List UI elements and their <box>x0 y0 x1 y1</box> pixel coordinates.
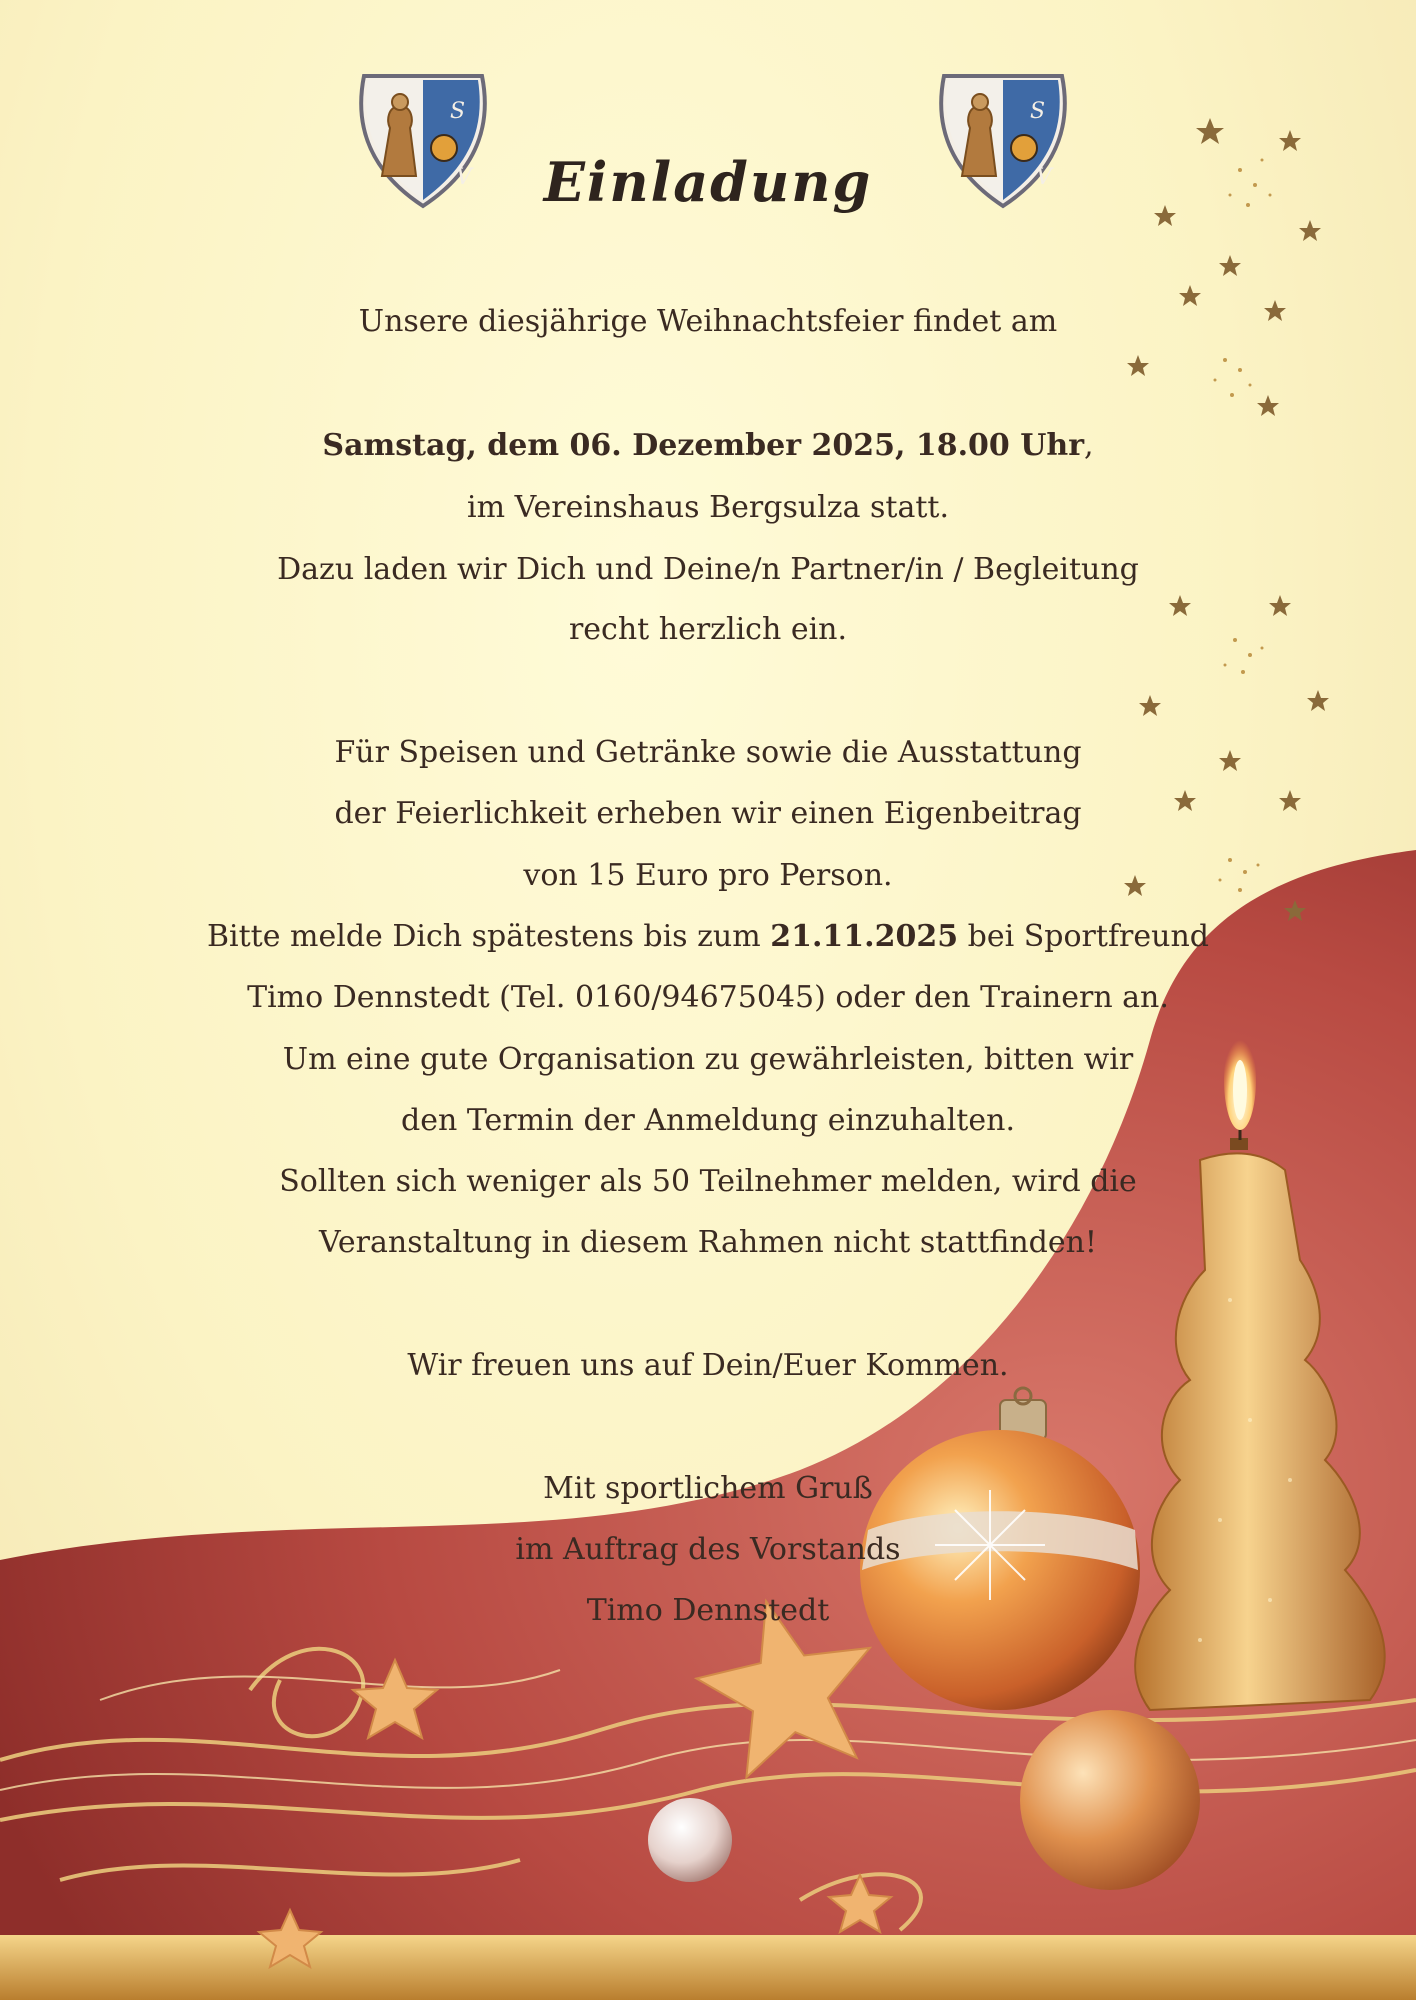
deadline-line <box>0 917 1416 957</box>
closing-line: Wir freuen uns auf Dein/Euer Kommen. <box>407 1348 1009 1383</box>
signature-line: Timo Dennstedt <box>586 1593 830 1628</box>
fee-line-1: Für Speisen und Getränke sowie die Ausstattung <box>334 735 1082 770</box>
pearl-icon <box>648 1798 732 1882</box>
greeting-line: Mit sportlichem Gruß <box>543 1471 873 1506</box>
ornament-ball-icon <box>1020 1710 1200 1890</box>
contact-line: Timo Dennstedt (Tel. 0160/94675045) oder den Trainern an. <box>247 980 1169 1015</box>
organisation-line-2: den Termin der Anmeldung einzuhalten. <box>401 1103 1015 1138</box>
crest-letter-s: S <box>1030 99 1046 124</box>
fee-line-2: der Feierlichkeit erheben wir einen Eigenbeitrag <box>334 796 1082 831</box>
on-behalf-line: im Auftrag des Vorstands <box>515 1532 901 1567</box>
invite-line-2: recht herzlich ein. <box>568 612 848 647</box>
date-line <box>0 426 1416 466</box>
deadline-date: 21.11.2025 <box>770 919 959 954</box>
crest-letter-v: V <box>456 165 472 190</box>
crest-letter-s: S <box>450 99 466 124</box>
location-line: im Vereinshaus Bergsulza statt. <box>467 490 949 525</box>
date-suffix: , <box>1084 428 1094 463</box>
deadline-post: bei Sportfreund <box>958 919 1209 954</box>
date-text: Samstag, dem 06. Dezember 2025, 18.00 Uhr <box>322 428 1085 463</box>
minimum-line-2: Veranstaltung in diesem Rahmen nicht stattfinden! <box>318 1225 1097 1260</box>
organisation-line-1: Um eine gute Organisation zu gewährleisten, bitten wir <box>282 1042 1134 1077</box>
fee-line-3: von 15 Euro pro Person. <box>523 858 893 893</box>
page-title: Einladung <box>543 150 873 214</box>
deadline-pre: Bitte melde Dich spätestens bis zum <box>206 919 771 954</box>
invite-line-1: Dazu laden wir Dich und Deine/n Partner/in / Begleitung <box>277 552 1139 587</box>
intro-line: Unsere diesjährige Weihnachtsfeier findet am <box>358 304 1058 339</box>
crest-letter-v: V <box>1036 165 1052 190</box>
minimum-line-1: Sollten sich weniger als 50 Teilnehmer melden, wird die <box>279 1164 1137 1199</box>
